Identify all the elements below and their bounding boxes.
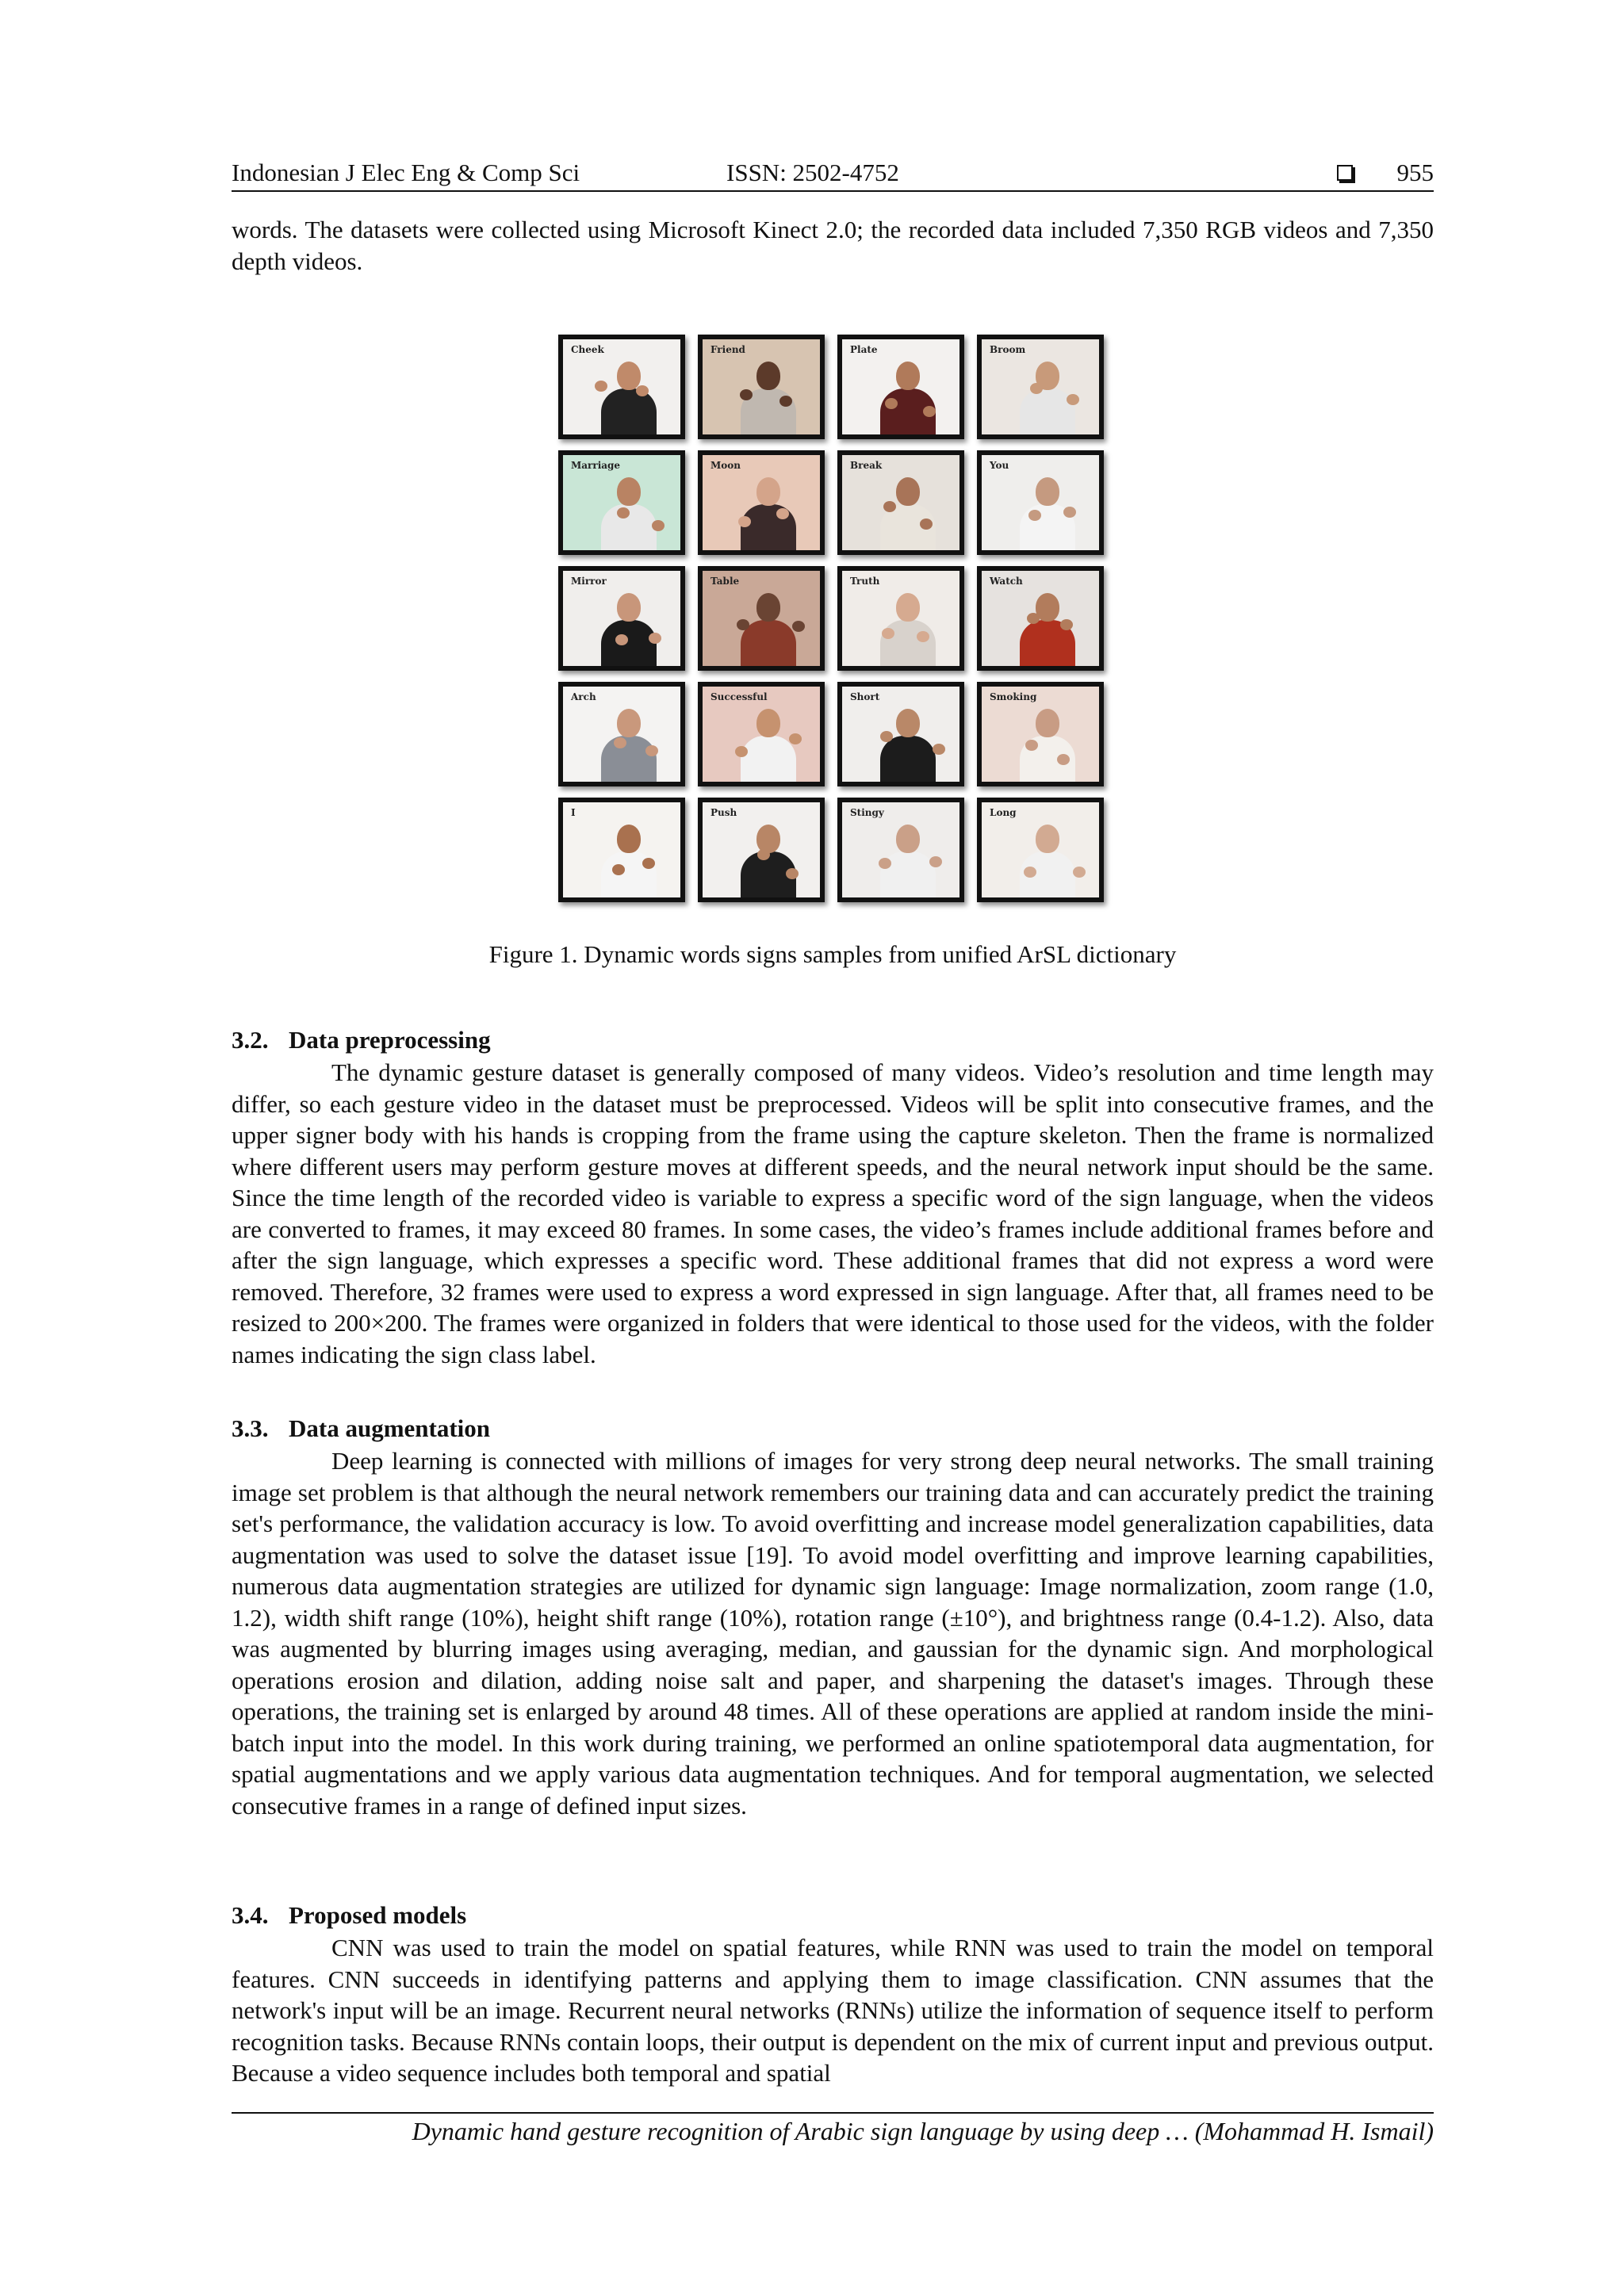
signer-head (617, 709, 641, 737)
section-3-2-text: The dynamic gesture dataset is generally composed of many videos. Video’s resolution and time length may differ, so each gesture video in the dataset must be preprocessed. Videos will be split into consecutive frames, and the upper signer body with his hands is cropping from the frame using the capture skeleton. Then the frame is normalized where different users may perform gesture moves at different speeds, and the neural network input should be the same. Since the time length of the recorded video is variable to express a specific word of the sign language, when the videos are converted to frames, it may exceed 80 frames. In some cases, the video’s frames include additional frames before and after the sign language, which expresses a specific word. These additional frames that did not express a word were removed. Therefore, 32 frames were used to express a word expressed in sign language. After that, all frames need to be resized to 200×200. The frames were organized in folders that were identical to those used for the videos, with the folder names indicating the sign class label. (232, 1058, 1434, 1368)
signer-head (756, 825, 780, 853)
signer-hand (1073, 867, 1086, 878)
signer-hand (1060, 619, 1073, 630)
signer-hand (636, 385, 649, 396)
signer-hand (642, 858, 655, 869)
intro-paragraph: words. The datasets were collected using Microsoft Kinect 2.0; the recorded data included 7,350 RGB videos and 7,350 depth videos. (232, 216, 1434, 275)
tile-label: Arch (571, 691, 596, 702)
tile-photo (563, 802, 680, 897)
signer-hand (738, 516, 751, 527)
signer-hand (1024, 867, 1036, 878)
signer-head (617, 362, 641, 390)
section-heading-3-4: 3.4. Proposed models (232, 1901, 467, 1929)
tile-photo (703, 339, 820, 434)
journal-name: Indonesian J Elec Eng & Comp Sci (232, 159, 580, 186)
tile-photo (563, 687, 680, 782)
figure-tile (558, 566, 685, 671)
figure-1-image-grid (558, 335, 1109, 913)
signer-hand (920, 519, 933, 530)
signer-hand (1030, 383, 1043, 394)
running-header (232, 155, 1434, 190)
tile-photo (842, 687, 959, 782)
tile-label: Table (710, 576, 740, 587)
signer-torso (741, 620, 796, 666)
signer-torso (601, 388, 657, 434)
figure-tile (698, 335, 825, 439)
signer-torso (601, 736, 657, 782)
section-heading-3-2: 3.2. Data preprocessing (232, 1026, 491, 1054)
signer-torso (741, 736, 796, 782)
tile-label: Watch (990, 576, 1023, 587)
section-heading-3-3: 3.3. Data augmentation (232, 1414, 491, 1442)
signer-head (1036, 477, 1059, 506)
figure-tile (837, 798, 964, 902)
tile-label: Push (710, 807, 737, 818)
tile-label: Cheek (571, 344, 604, 355)
tile-photo (842, 571, 959, 666)
signer-head (896, 593, 920, 622)
signer-hand (883, 501, 896, 512)
tile-label: Short (850, 691, 880, 702)
signer-head (617, 477, 641, 506)
figure-tile (977, 566, 1104, 671)
signer-head (1036, 825, 1059, 853)
tile-photo (982, 571, 1099, 666)
signer-hand (933, 744, 945, 755)
signer-head (756, 362, 780, 390)
figure-tile (698, 798, 825, 902)
tile-photo (563, 455, 680, 550)
signer-head (896, 825, 920, 853)
signer-hand (786, 868, 799, 879)
signer-hand (882, 628, 894, 639)
signer-head (896, 477, 920, 506)
tile-label: Plate (850, 344, 878, 355)
signer-hand (595, 381, 607, 392)
signer-head (756, 477, 780, 506)
tile-label: Stingy (850, 807, 884, 818)
signer-hand (917, 631, 929, 642)
running-footer: Dynamic hand gesture recognition of Arabic sign language by using deep … (Mohammad H. Ismail) (412, 2117, 1434, 2145)
signer-hand (1028, 510, 1041, 521)
signer-hand (789, 733, 802, 744)
figure-tile (837, 450, 964, 555)
tile-photo (982, 339, 1099, 434)
tile-label: Mirror (571, 576, 607, 587)
signer-torso (880, 736, 936, 782)
tile-photo (842, 339, 959, 434)
signer-hand (776, 508, 789, 519)
figure-tile (837, 335, 964, 439)
checkbox-icon (1337, 165, 1353, 181)
tile-photo (842, 455, 959, 550)
section-3-4-text: CNN was used to train the model on spatial features, while RNN was used to train the model on temporal features. CNN succeeds in identifying patterns and applying them to image classification. CNN assumes that the network's input will be an image. Recurrent neural networks (RNNs) utilize the information of sequence itself to perform recognition tasks. Because RNNs contain loops, their output is dependent on the mix of current input and previous output. Because a video sequence includes both temporal and spatial (232, 1934, 1434, 2087)
page-number: 955 (1396, 159, 1434, 186)
tile-label: Successful (710, 691, 768, 702)
figure-tile (558, 450, 685, 555)
tile-photo (982, 455, 1099, 550)
figure-tile (558, 335, 685, 439)
signer-hand (735, 746, 748, 757)
footer-rule (232, 2112, 1434, 2114)
signer-hand (612, 864, 625, 875)
section-3-3-text: Deep learning is connected with millions of images for very strong deep neural networks. The small training image set problem is that although the neural network remembers our training data and can accurately predict the training set's performance, the validation accuracy is low. To avoid overfitting and increase model generalization capabilities, data augmentation was used to solve the dataset issue [19]. To avoid model overfitting and improve learning capabilities, numerous data augmentation strategies are utilized for dynamic sign language: Image normalization, zoom range (1.0, 1.2), width shift range (10%), height shift range (10%), rotation range (±10°), and brightness range (0.4-1.2). Also, data was augmented by blurring images using averaging, median, and gaussian for the dynamic sign. And morphological operations erosion and dilation, adding noise salt and paper, and sharpening the dataset's images. Through these operations, the training set is enlarged by around 48 times. All of these operations are applied at random inside the mini-batch input into the model. In this work during training, we performed an online spatiotemporal data augmentation, for spatial augmentations and we apply various data augmentation techniques. And for temporal augmentation, we selected consecutive frames in a range of defined input sizes. (232, 1447, 1434, 1820)
signer-hand (792, 621, 805, 632)
tile-label: Break (850, 460, 883, 471)
tile-label: Marriage (571, 460, 621, 471)
signer-head (756, 709, 780, 737)
tile-label: Moon (710, 460, 741, 471)
tile-photo (982, 687, 1099, 782)
signer-hand (615, 634, 628, 645)
tile-photo (563, 571, 680, 666)
tile-photo (703, 687, 820, 782)
signer-hand (923, 406, 936, 417)
signer-hand (652, 520, 665, 531)
figure-tile (977, 798, 1104, 902)
figure-tile (977, 335, 1104, 439)
figure-caption: Figure 1. Dynamic words signs samples from unified ArSL dictionary (488, 940, 1177, 968)
tile-photo (703, 571, 820, 666)
tile-label: I (571, 807, 576, 818)
signer-hand (779, 396, 792, 407)
signer-hand (1057, 754, 1070, 765)
header-rule (232, 190, 1434, 192)
signer-torso (601, 620, 657, 666)
signer-hand (737, 619, 749, 630)
signer-hand (929, 856, 942, 867)
figure-tile (977, 450, 1104, 555)
signer-head (756, 593, 780, 622)
signer-head (617, 593, 641, 622)
tile-label: Smoking (990, 691, 1037, 702)
signer-hand (617, 507, 630, 519)
signer-hand (879, 858, 891, 869)
tile-photo (703, 455, 820, 550)
tile-label: Long (990, 807, 1017, 818)
signer-torso (880, 620, 936, 666)
signer-hand (885, 398, 898, 409)
tile-label: You (990, 460, 1009, 471)
signer-hand (880, 731, 893, 742)
figure-tile (698, 566, 825, 671)
signer-hand (1067, 394, 1079, 405)
signer-head (896, 362, 920, 390)
tile-photo (703, 802, 820, 897)
figure-tile (698, 682, 825, 786)
signer-hand (614, 737, 626, 748)
tile-label: Friend (710, 344, 745, 355)
signer-head (1036, 709, 1059, 737)
signer-head (617, 825, 641, 853)
figure-tile (558, 798, 685, 902)
tile-photo (842, 802, 959, 897)
signer-hand (740, 389, 753, 400)
signer-hand (649, 633, 661, 644)
signer-torso (1020, 388, 1075, 434)
figure-tile (977, 682, 1104, 786)
signer-hand (1027, 613, 1040, 624)
signer-head (896, 709, 920, 737)
figure-tile (558, 682, 685, 786)
figure-tile (698, 450, 825, 555)
signer-hand (645, 745, 658, 756)
signer-hand (1063, 507, 1076, 518)
tile-label: Broom (990, 344, 1026, 355)
tile-photo (982, 802, 1099, 897)
figure-tile (837, 566, 964, 671)
figure-tile (837, 682, 964, 786)
issn: ISSN: 2502-4752 (726, 159, 899, 186)
tile-photo (563, 339, 680, 434)
tile-label: Truth (850, 576, 880, 587)
signer-hand (1025, 740, 1038, 751)
signer-hand (757, 849, 770, 860)
